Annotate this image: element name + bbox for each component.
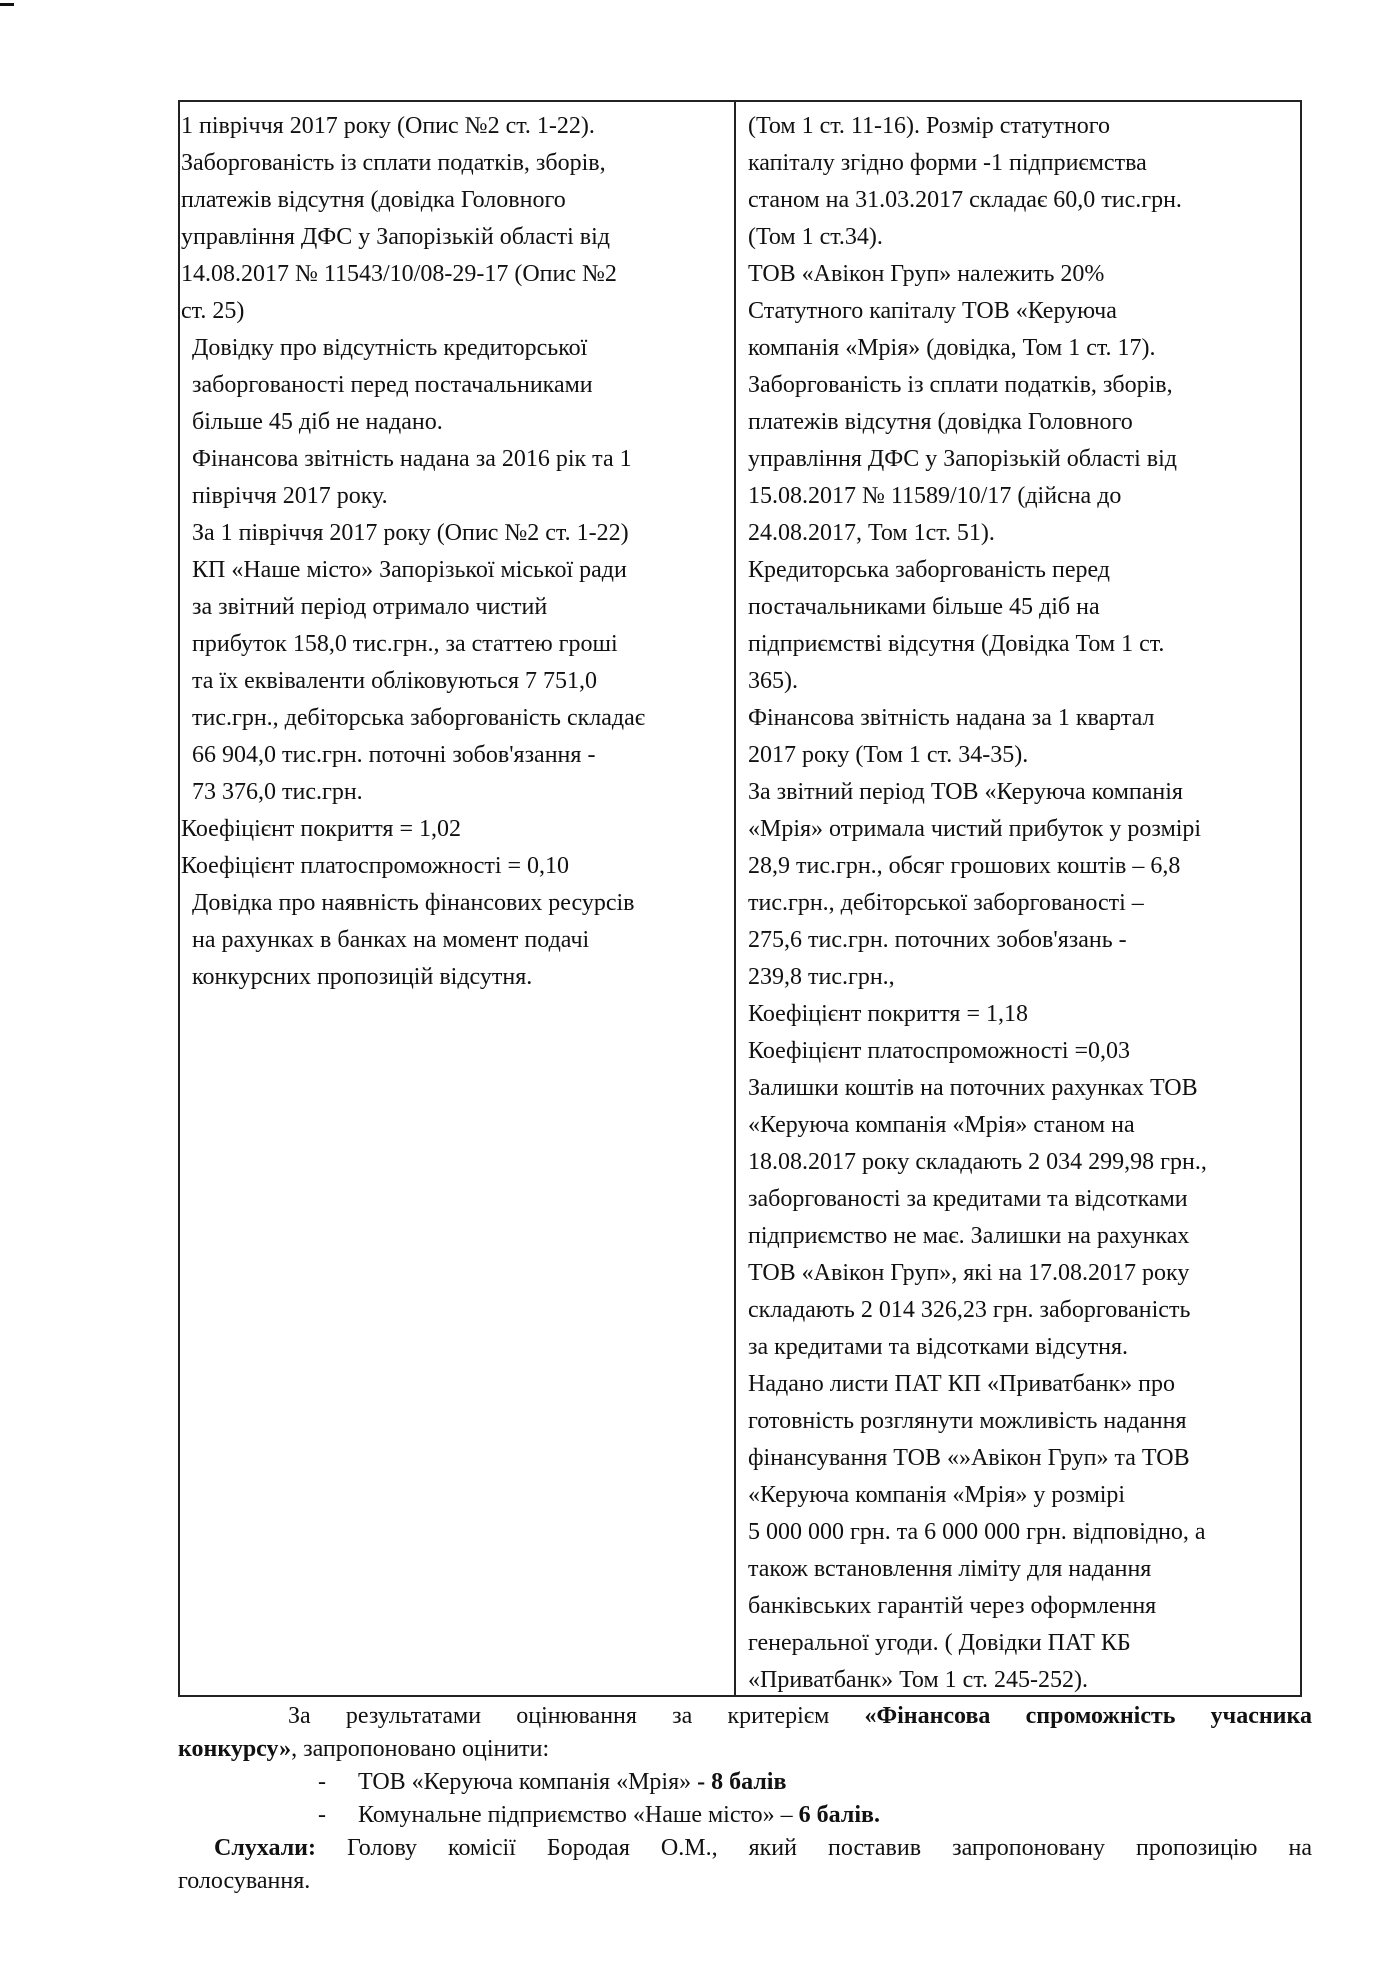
- left-text-line: КП «Наше місто» Запорізької міської ради: [192, 557, 627, 583]
- score-item: [178, 1799, 1312, 1832]
- criterion-name-end: конкурсу»: [178, 1736, 292, 1762]
- score-value: 6 балів.: [798, 1802, 880, 1828]
- criterion-name: «Фінансова спроможність учасника: [864, 1703, 1312, 1729]
- result-lead: За результатами оцінювання за критерієм: [288, 1703, 865, 1729]
- right-text-line: «Мрія» отримала чистий прибуток у розмірі: [748, 816, 1202, 842]
- score-participant: ТОВ «Керуюча компанія «Мрія»: [358, 1769, 698, 1795]
- right-text-line: складають 2 014 326,23 грн. заборгованість: [748, 1297, 1191, 1323]
- right-text-line: станом на 31.03.2017 складає 60,0 тис.грн.: [748, 187, 1182, 213]
- left-text-line: Заборгованість із сплати податків, зборів,: [181, 150, 606, 176]
- left-text-line: більше 45 діб не надано.: [192, 409, 443, 435]
- left-text-line: конкурсних пропозицій відсутня.: [192, 964, 533, 990]
- left-text-line: За 1 півріччя 2017 року (Опис №2 ст. 1-22): [192, 520, 629, 546]
- score-item: [178, 1766, 1312, 1799]
- right-text-line: підприємстві відсутня (Довідка Том 1 ст.: [748, 631, 1165, 657]
- right-text-line: 28,9 тис.грн., обсяг грошових коштів – 6,8: [748, 853, 1181, 879]
- right-text-line: компанія «Мрія» (довідка, Том 1 ст. 17).: [748, 335, 1156, 361]
- right-text-line: управління ДФС у Запорізькій області від: [748, 446, 1177, 472]
- right-text-line: Коефіцієнт покриття = 1,18: [748, 1001, 1028, 1027]
- left-text-line: заборгованості перед постачальниками: [192, 372, 593, 398]
- right-text-line: «Керуюча компанія «Мрія» станом на: [748, 1112, 1135, 1138]
- heard-text: Голову комісії Бородая О.М., який поставив запропоновану пропозицію на: [315, 1835, 1312, 1861]
- right-text-line: 239,8 тис.грн.,: [748, 964, 895, 990]
- right-text-line: (Том 1 ст.34).: [748, 224, 883, 250]
- table-column-right: [736, 102, 1300, 1695]
- right-text-line: Залишки коштів на поточних рахунках ТОВ: [748, 1075, 1198, 1101]
- findings-table: [178, 100, 1302, 1697]
- right-text-line: Кредиторська заборгованість перед: [748, 557, 1111, 583]
- right-text-line: за кредитами та відсотками відсутня.: [748, 1334, 1129, 1360]
- left-text-line: та їх еквіваленти обліковуються 7 751,0: [192, 668, 598, 694]
- left-text-line: півріччя 2017 року.: [192, 483, 388, 509]
- right-text-line: «Приватбанк» Том 1 ст. 245-252).: [748, 1667, 1088, 1693]
- left-text-line: 66 904,0 тис.грн. поточні зобов'язання -: [192, 742, 596, 768]
- right-text-line: Коефіцієнт платоспроможності =0,03: [748, 1038, 1131, 1064]
- left-text-line: Фінансова звітність надана за 2016 рік та 1: [192, 446, 632, 472]
- right-text-line: банківських гарантій через оформлення: [748, 1593, 1157, 1619]
- right-text-line: заборгованості за кредитами та відсотками: [748, 1186, 1188, 1212]
- left-text-line: Довідка про наявність фінансових ресурсів: [192, 890, 635, 916]
- right-text-line: постачальниками більше 45 діб на: [748, 594, 1100, 620]
- right-text-line: ТОВ «Авікон Груп», які на 17.08.2017 року: [748, 1260, 1190, 1286]
- right-text-line: 365).: [748, 668, 798, 694]
- left-text-line: ст. 25): [181, 298, 245, 324]
- left-text-line: на рахунках в банках на момент подачі: [192, 927, 590, 953]
- left-text-line: 14.08.2017 № 11543/10/08-29-17 (Опис №2: [181, 261, 617, 287]
- right-text-line: тис.грн., дебіторської заборгованості –: [748, 890, 1144, 916]
- conclusion-section: [178, 1700, 1312, 1898]
- right-text-line: Надано листи ПАТ КП «Приватбанк» про: [748, 1371, 1175, 1397]
- right-text-line: платежів відсутня (довідка Головного: [748, 409, 1133, 435]
- left-text-line: за звітний період отримало чистий: [192, 594, 548, 620]
- right-text-line: фінансування ТОВ «»Авікон Груп» та ТОВ: [748, 1445, 1190, 1471]
- right-text-line: готовність розглянути можливість надання: [748, 1408, 1187, 1434]
- result-paragraph-line-2: [178, 1733, 1312, 1766]
- right-text-line: також встановлення ліміту для надання: [748, 1556, 1152, 1582]
- left-text-line: Коефіцієнт покриття = 1,02: [181, 816, 461, 842]
- heard-label: Слухали:: [214, 1835, 316, 1861]
- score-participant: Комунальне підприємство «Наше місто» –: [358, 1802, 799, 1828]
- score-value: - 8 балів: [697, 1769, 787, 1795]
- list-dash: -: [318, 1802, 326, 1828]
- right-text-line: ТОВ «Авікон Груп» належить 20%: [748, 261, 1105, 287]
- table-column-left: [180, 102, 736, 1695]
- left-text-line: тис.грн., дебіторська заборгованість складає: [192, 705, 646, 731]
- left-text-line: 1 півріччя 2017 року (Опис №2 ст. 1-22).: [181, 113, 595, 139]
- left-text-line: 73 376,0 тис.грн.: [192, 779, 363, 805]
- result-tail: , запропоновано оцінити:: [291, 1736, 550, 1762]
- left-text-line: платежів відсутня (довідка Головного: [181, 187, 566, 213]
- heard-paragraph-line-2: [178, 1865, 1312, 1898]
- heard-paragraph-line-1: [178, 1832, 1312, 1865]
- right-text-line: 275,6 тис.грн. поточних зобов'язань -: [748, 927, 1127, 953]
- right-text-line: генеральної угоди. ( Довідки ПАТ КБ: [748, 1630, 1131, 1656]
- right-text-line: капіталу згідно форми -1 підприємства: [748, 150, 1147, 176]
- right-text-line: (Том 1 ст. 11-16). Розмір статутного: [748, 113, 1110, 139]
- right-text-line: За звітний період ТОВ «Керуюча компанія: [748, 779, 1183, 805]
- result-paragraph-line-1: [178, 1700, 1312, 1733]
- left-text-line: Довідку про відсутність кредиторської: [192, 335, 588, 361]
- left-text-line: прибуток 158,0 тис.грн., за статтею гроші: [192, 631, 618, 657]
- right-text-line: 24.08.2017, Том 1ст. 51).: [748, 520, 995, 546]
- heard-text-end: голосування.: [178, 1868, 311, 1894]
- right-text-line: 5 000 000 грн. та 6 000 000 грн. відповідно, а: [748, 1519, 1206, 1545]
- right-text-line: 15.08.2017 № 11589/10/17 (дійсна до: [748, 483, 1122, 509]
- right-text-line: «Керуюча компанія «Мрія» у розмірі: [748, 1482, 1126, 1508]
- left-text-line: управління ДФС у Запорізькій області від: [181, 224, 610, 250]
- right-text-line: підприємство не має. Залишки на рахунках: [748, 1223, 1190, 1249]
- right-text-line: 2017 року (Том 1 ст. 34-35).: [748, 742, 1029, 768]
- right-text-line: Статутного капіталу ТОВ «Керуюча: [748, 298, 1117, 324]
- list-dash: -: [318, 1769, 326, 1795]
- scan-corner-mark: [0, 3, 14, 6]
- right-text-line: Фінансова звітність надана за 1 квартал: [748, 705, 1155, 731]
- right-text-line: 18.08.2017 року складають 2 034 299,98 грн.,: [748, 1149, 1207, 1175]
- right-text-line: Заборгованість із сплати податків, зборів,: [748, 372, 1173, 398]
- left-text-line: Коефіцієнт платоспроможності = 0,10: [181, 853, 570, 879]
